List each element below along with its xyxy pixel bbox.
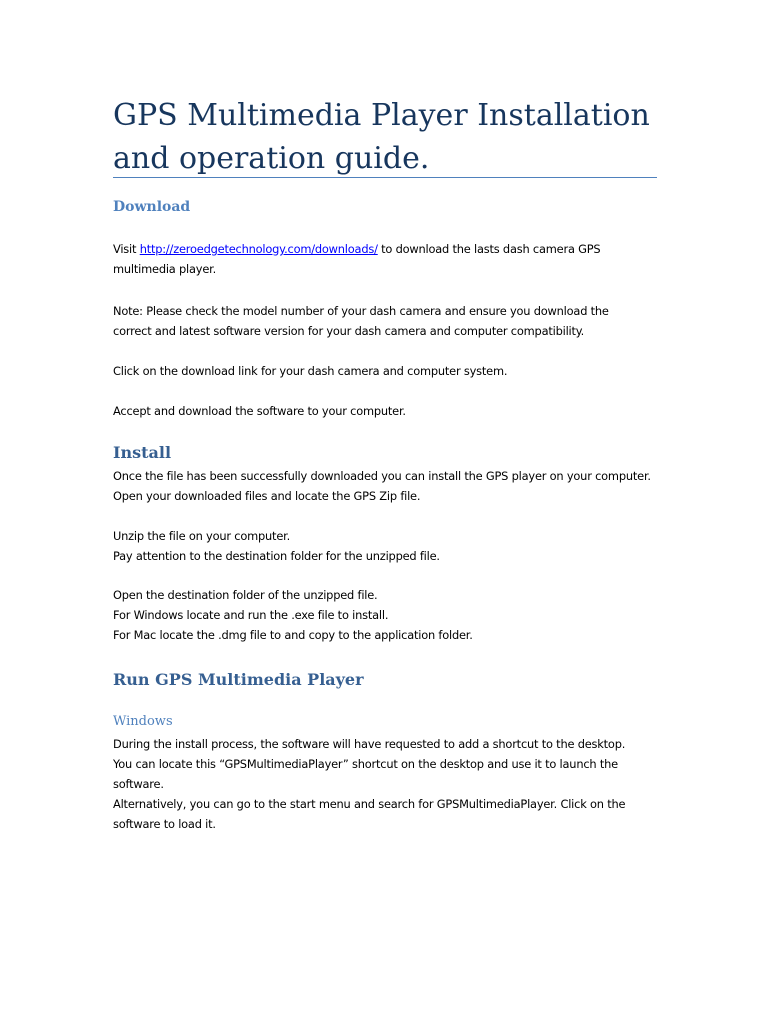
download-heading: Download [113, 199, 191, 215]
install-paragraph-2 [113, 526, 661, 566]
install-paragraph-3 [113, 585, 661, 645]
title-line-2: and operation guide. [113, 141, 430, 176]
install-paragraph-1 [113, 466, 661, 506]
visit-suffix: to download the lasts dash camera GPS [377, 242, 601, 256]
downloads-link[interactable]: http://zeroedgetechnology.com/downloads/ [139, 242, 378, 256]
windows-line-3: software. [113, 777, 164, 791]
install-p3-line-1: Open the destination folder of the unzipped file. [113, 588, 378, 602]
windows-line-4: Alternatively, you can go to the start menu and search for GPSMultimediaPlayer. Click on the [113, 797, 626, 811]
title-underline [113, 177, 657, 178]
title-line-1: GPS Multimedia Player Installation [113, 98, 650, 133]
accept-line: Accept and download the software to your computer. [113, 404, 406, 418]
install-p2-line-1: Unzip the file on your computer. [113, 529, 290, 543]
install-p1-line-2: Open your downloaded files and locate the GPS Zip file. [113, 489, 421, 503]
document-title [113, 94, 658, 180]
visit-line-1 [113, 239, 661, 259]
visit-prefix: Visit [113, 242, 140, 256]
windows-line-1: During the install process, the software will have requested to add a shortcut to the desktop. [113, 737, 626, 751]
windows-line-5: software to load it. [113, 817, 216, 831]
note-line-1: Note: Please check the model number of your dash camera and ensure you download the [113, 304, 609, 318]
note-paragraph [113, 301, 661, 341]
click-line: Click on the download link for your dash camera and computer system. [113, 364, 508, 378]
visit-paragraph [113, 239, 661, 279]
run-heading: Run GPS Multimedia Player [113, 670, 364, 689]
accept-paragraph [113, 401, 661, 421]
click-paragraph [113, 361, 661, 381]
note-line-2: correct and latest software version for your dash camera and computer compatibility. [113, 324, 585, 338]
install-p3-line-3: For Mac locate the .dmg file to and copy to the application folder. [113, 628, 473, 642]
install-p1-line-1: Once the file has been successfully downloaded you can install the GPS player on your computer. [113, 469, 651, 483]
install-heading: Install [113, 443, 172, 462]
windows-line-2: You can locate this “GPSMultimediaPlayer” shortcut on the desktop and use it to launch the [113, 757, 618, 771]
visit-line-2: multimedia player. [113, 262, 216, 276]
install-p2-line-2: Pay attention to the destination folder for the unzipped file. [113, 549, 440, 563]
install-p3-line-2: For Windows locate and run the .exe file to install. [113, 608, 389, 622]
windows-heading: Windows [113, 714, 173, 729]
windows-paragraph [113, 734, 661, 834]
